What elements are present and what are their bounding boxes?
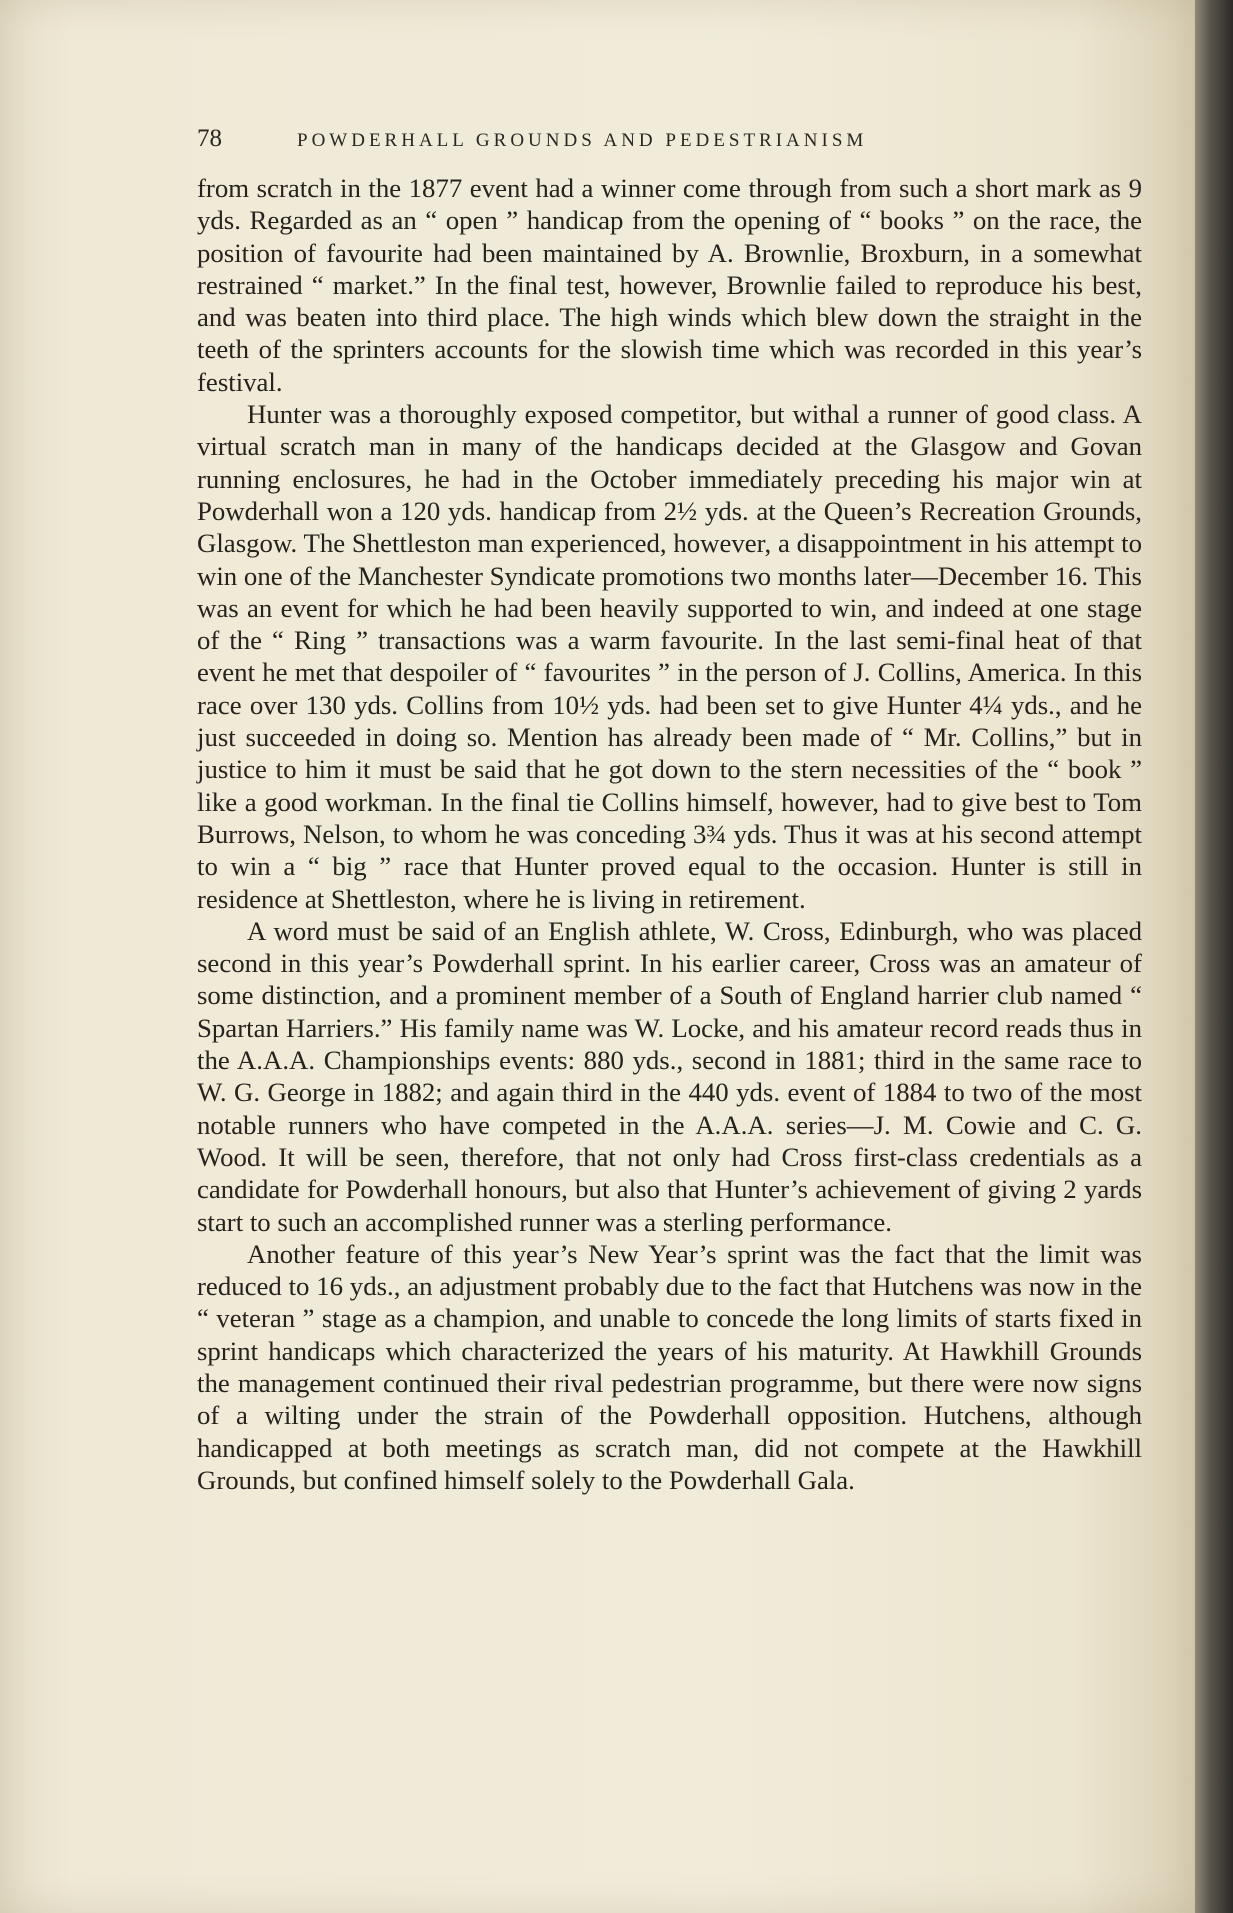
body-text [197, 172, 1142, 1496]
running-head: POWDERHALL GROUNDS AND PEDESTRIANISM [297, 130, 868, 151]
paragraph-4: Another feature of this year’s New Year’s sprint was the fact that the limit was reduced to 16 yds., an adjustment probably due to the fact that Hutchens was now in the “ veteran ” stage as a champion, and unable to concede the long limits of starts fixed in sprint handicaps which characterized the years of his maturity. At Hawkhill Grounds the management continued their rival pedestrian programme, but there were now signs of a wilting under the strain of the Powderhall opposition. Hutchens, although handicapped at both meetings as scratch man, did not compete at the Hawkhill Grounds, but confined himself solely to the Powderhall Gala. [197, 1238, 1142, 1495]
page-edge-shadow [1195, 0, 1233, 1913]
page-number: 78 [197, 125, 222, 152]
page-header [197, 125, 1137, 159]
paragraph-2: Hunter was a thoroughly exposed competitor, but withal a runner of good class. A virtual scratch man in many of the handicaps decided at the Glasgow and Govan running enclosures, he had in the October immediately preceding his major win at Powderhall won a 120 yds. handicap from 2½ yds. at the Queen’s Recreation Grounds, Glasgow. The Shettleston man experienced, however, a disappointment in his attempt to win one of the Manchester Syndicate promotions two months later—December 16. This was an event for which he had been heavily supported to win, and indeed at one stage of the “ Ring ” transactions was a warm favourite. In the last semi-final heat of that event he met that despoiler of “ favourites ” in the person of J. Collins, America. In this race over 130 yds. Collins from 10½ yds. had been set to give Hunter 4¼ yds., and he just succeeded in doing so. Mention has already been made of “ Mr. Collins,” but in justice to him it must be said that he got down to the stern necessities of the “ book ” like a good workman. In the final tie Collins himself, however, had to give best to Tom Burrows, Nelson, to whom he was conceding 3¾ yds. Thus it was at his second attempt to win a “ big ” race that Hunter proved equal to the occasion. Hunter is still in residence at Shettleston, where he is living in retirement. [197, 399, 1142, 914]
paragraph-1: from scratch in the 1877 event had a winner come through from such a short mark as 9 yds. Regarded as an “ open ” handicap from the opening of “ books ” on the race, the position of favourite had been maintained by A. Brownlie, Broxburn, in a somewhat restrained “ market.” In the final test, however, Brownlie failed to reproduce his best, and was beaten into third place. The high winds which blew down the straight in the teeth of the sprinters accounts for the slowish time which was recorded in this year’s festival. [197, 173, 1142, 397]
paragraph-3: A word must be said of an English athlete, W. Cross, Edinburgh, who was placed second in this year’s Powderhall sprint. In his earlier career, Cross was an amateur of some distinction, and a prominent member of a South of England harrier club named “ Spartan Harriers.” His family name was W. Locke, and his amateur record reads thus in the A.A.A. Championships events: 880 yds., second in 1881; third in the same race to W. G. George in 1882; and again third in the 440 yds. event of 1884 to two of the most notable runners who have competed in the A.A.A. series—J. M. Cowie and C. G. Wood. It will be seen, therefore, that not only had Cross first-class credentials as a candidate for Powderhall honours, but also that Hunter’s achievement of giving 2 yards start to such an accomplished runner was a sterling performance. [197, 915, 1142, 1237]
